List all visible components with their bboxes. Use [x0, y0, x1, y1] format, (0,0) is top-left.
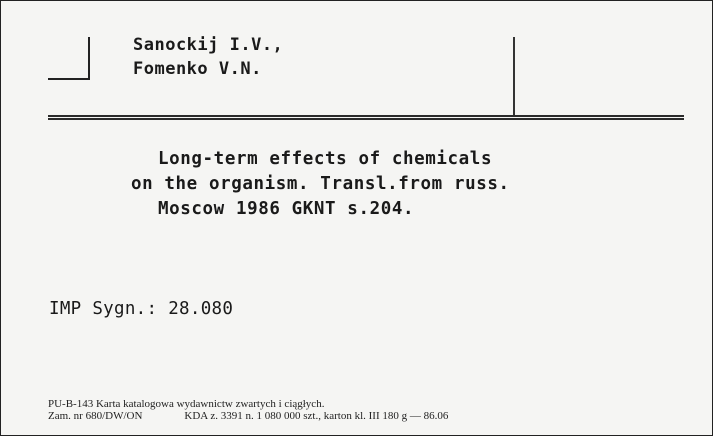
authors-block	[133, 33, 283, 81]
shelf-signature: IMP Sygn.: 28.080	[49, 299, 234, 319]
footer-print-info: KDA z. 3391 n. 1 080 000 szt., karton kl. III 180 g — 86.06	[184, 410, 449, 422]
author-line: Fomenko V.N.	[133, 59, 262, 79]
printed-footer	[48, 398, 448, 422]
title-line: Long-term effects of chemicals	[158, 149, 493, 169]
title-line: Moscow 1986 GKNT s.204.	[158, 199, 415, 219]
footer-order-number: Zam. nr 680/DW/ON	[48, 410, 143, 422]
footer-line	[48, 410, 448, 422]
vertical-rule	[513, 37, 515, 117]
bracket-mark-vertical	[88, 37, 90, 79]
horizontal-double-rule	[48, 115, 684, 120]
bracket-mark-horizontal	[48, 78, 90, 80]
author-line: Sanockij I.V.,	[133, 35, 284, 55]
footer-line: PU-B-143 Karta katalogowa wydawnictw zwartych i ciągłych.	[48, 398, 325, 410]
title-block	[131, 147, 510, 222]
title-line: on the organism. Transl.from russ.	[131, 174, 510, 194]
